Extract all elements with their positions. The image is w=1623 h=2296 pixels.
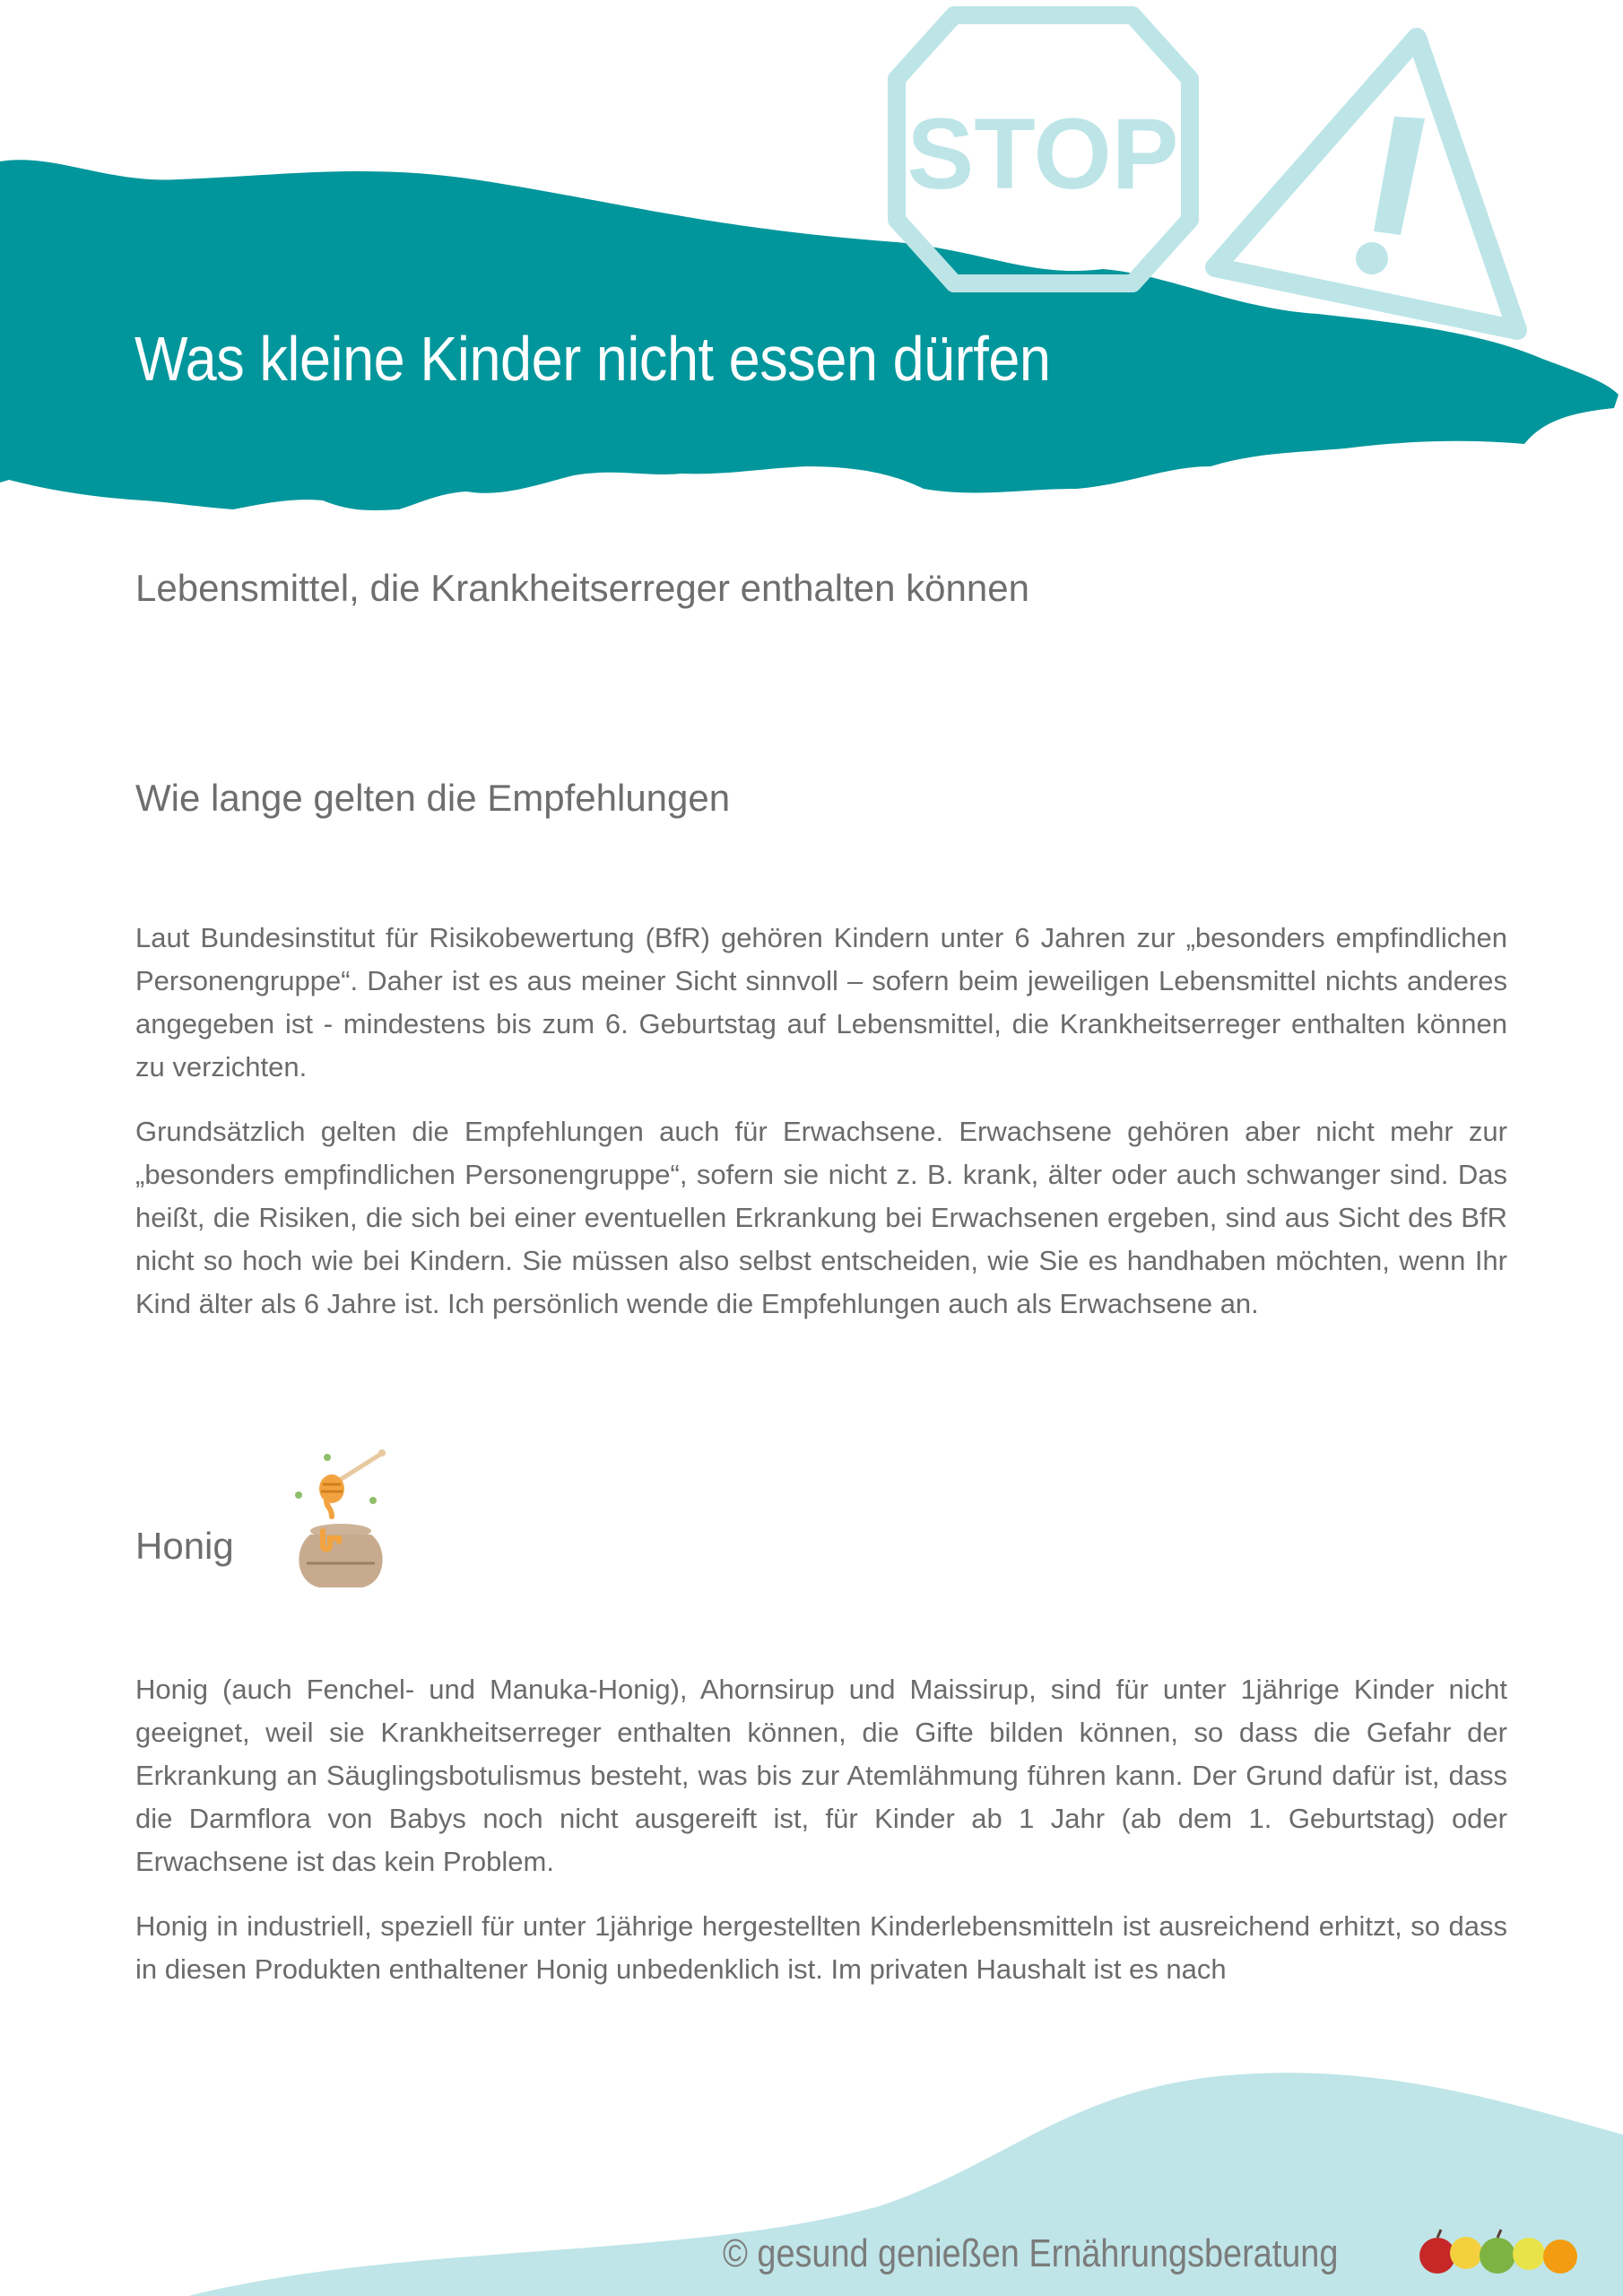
honey-paragraph-2: Honig in industriell, speziell für unter 1jährige hergestellten Kinderlebensmitteln ist ausreichend erhitzt, so dass in diesen Produkten enthaltener Honig unbedenklich ist. Im privaten Haushalt ist es nach [135,1910,1507,1985]
footer-copyright: © gesund genießen Ernährungsberatung [723,2231,1339,2275]
validity-paragraph-1: Laut Bundesinstitut für Risikobewertung (BfR) gehören Kindern unter 6 Jahren zur „besonders empfindlichen Personengruppe“. Daher ist es aus meiner Sicht sinnvoll – sofern beim jeweiligen Lebensmittel nichts anderes angegeben ist - mindestens bis zum 6. Geburtstag auf Lebensmittel, die Krankheitserreger enthalten können zu verzichten. [135,922,1507,1083]
stop-sign-icon [897,15,1190,283]
warning-triangle-icon [1215,38,1517,330]
honey-heading: Honig [135,1525,234,1567]
fruit-row-logo [1412,2224,1592,2278]
page-title: Was kleine Kinder nicht essen dürfen [135,324,1051,394]
honey-paragraph-1: Honig (auch Fenchel- und Manuka-Honig), Ahornsirup und Maissirup, sind für unter 1jährige Kinder nicht geeignet, weil sie Krankheitserreger enthalten können, die Gifte bilden können, so dass die Gefahr der Erkrankung an Säuglingsbotulismus besteht, was bis zur Atemlähmung führen kann. Der Grund dafür ist, dass die Darmflora von Babys noch nicht ausgereift ist, für Kinder ab 1 Jahr (ab dem 1. Geburtstag) oder Erwachsene ist das kein Problem. [135,1674,1507,1877]
svg-text:STOP: STOP [907,98,1179,210]
header-banner [0,0,1623,538]
section-subtitle: Lebensmittel, die Krankheitserreger enthalten können [135,567,1029,609]
validity-paragraph-2: Grundsätzlich gelten die Empfehlungen auch für Erwachsene. Erwachsene gehören aber nicht mehr zur „besonders empfindlichen Personengruppe“, sofern sie nicht z. B. krank, älter oder auch schwanger sind. Das heißt, die Risiken, die sich bei einer eventuellen Erkrankung bei Erwachsenen ergeben, sind aus Sicht des BfR nicht so hoch wie bei Kindern. Sie müssen also selbst entscheiden, wie Sie es handhaben möchten, wenn Ihr Kind älter als 6 Jahre ist. Ich persönlich wende die Empfehlungen auch als Erwachsene an. [135,1116,1507,1319]
validity-heading: Wie lange gelten die Empfehlungen [135,777,731,819]
honey-pot-icon [287,1448,395,1592]
